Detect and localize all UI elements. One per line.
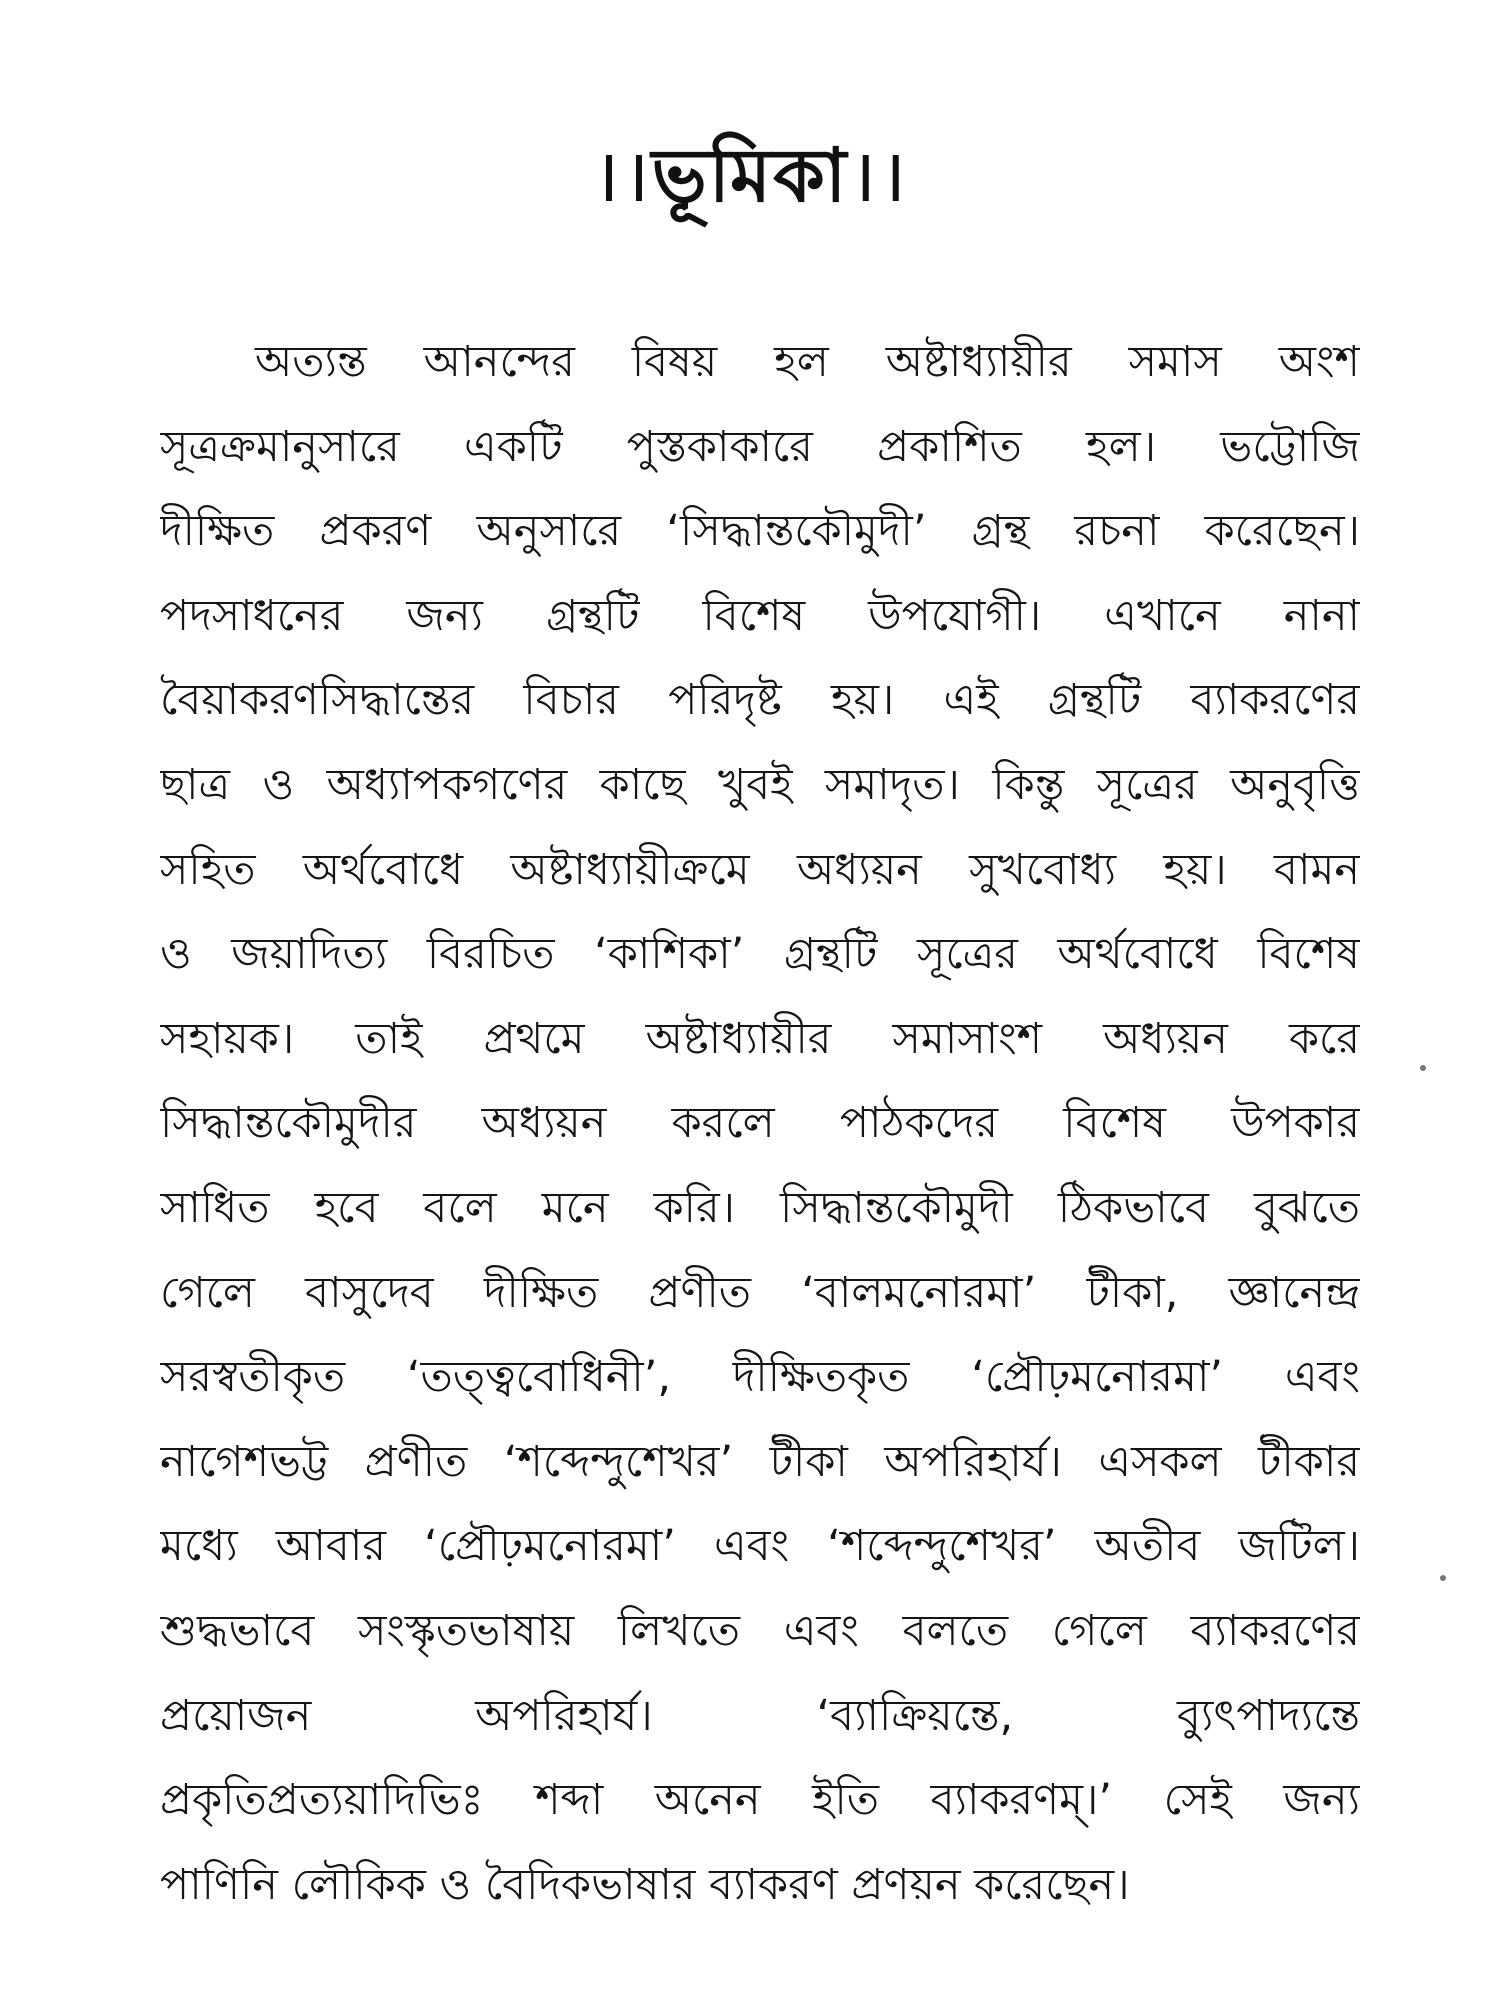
paragraph-line: সিদ্ধান্তকৌমুদীর অধ্যয়ন করলে পাঠকদের বিশেষ উপকার bbox=[160, 1098, 1360, 1149]
paragraph-line: সরস্বতীকৃত ‘তত্ত্ববোধিনী’, দীক্ষিতকৃত ‘প্রৌঢ়মনোরমা’ এবং bbox=[160, 1352, 1360, 1403]
paragraph-line: ছাত্র ও অধ্যাপকগণের কাছে খুবই সমাদৃত। কিন্তু সূত্রের অনুবৃত্তি bbox=[160, 759, 1360, 810]
paragraph-line: সহিত অর্থবোধে অষ্টাধ্যায়ীক্রমে অধ্যয়ন সুখবোধ্য হয়। বামন bbox=[160, 844, 1360, 895]
paragraph-line: বৈয়াকরণসিদ্ধান্তের বিচার পরিদৃষ্ট হয়। এই গ্রন্থটি ব্যাকরণের bbox=[160, 675, 1360, 726]
title-right-mark: ।। bbox=[848, 133, 909, 219]
scan-speck bbox=[1420, 1065, 1426, 1071]
paragraph-line: প্রকৃতিপ্রত্যয়াদিভিঃ শব্দা অনেন ইতি ব্যাকরণম্।’ সেই জন্য bbox=[160, 1775, 1360, 1826]
paragraph-line: সূত্রক্রমানুসারে একটি পুস্তকাকারে প্রকাশিত হল। ভট্টোজি bbox=[160, 421, 1360, 472]
paragraph-line: সহায়ক। তাই প্রথমে অষ্টাধ্যায়ীর সমাসাংশ অধ্যয়ন করে bbox=[160, 1013, 1360, 1064]
paragraph-line: সাধিত হবে বলে মনে করি। সিদ্ধান্তকৌমুদী ঠিকভাবে বুঝতে bbox=[160, 1182, 1360, 1233]
paragraph-line: গেলে বাসুদেব দীক্ষিত প্রণীত ‘বালমনোরমা’ টীকা, জ্ঞানেন্দ্র bbox=[160, 1267, 1360, 1318]
paragraph-line: পাণিনি লৌকিক ও বৈদিকভাষার ব্যাকরণ প্রণয়ন করেছেন। bbox=[160, 1859, 1130, 1910]
paragraph-line: শুদ্ধভাবে সংস্কৃতভাষায় লিখতে এবং বলতে গেলে ব্যাকরণের bbox=[160, 1605, 1360, 1656]
paragraph-line: অত্যন্ত আনন্দের বিষয় হল অষ্টাধ্যায়ীর সমাস অংশ bbox=[255, 337, 1360, 387]
paragraph-line: প্রয়োজন অপরিহার্য। ‘ব্যাক্রিয়ন্তে, ব্যুৎপাদ্যন্তে bbox=[160, 1690, 1360, 1741]
paragraph-line: দীক্ষিত প্রকরণ অনুসারে ‘সিদ্ধান্তকৌমুদী’ গ্রন্থ রচনা করেছেন। bbox=[160, 506, 1360, 557]
paragraph-line: পদসাধনের জন্য গ্রন্থটি বিশেষ উপযোগী। এখানে নানা bbox=[160, 590, 1360, 641]
paragraph-line: নাগেশভট্ট প্রণীত ‘শব্দেন্দুশেখর’ টীকা অপরিহার্য। এসকল টীকার bbox=[160, 1436, 1360, 1487]
page-title bbox=[0, 120, 1500, 243]
paragraph-line: ও জয়াদিত্য বিরচিত ‘কাশিকা’ গ্রন্থটি সূত্রের অর্থবোধে বিশেষ bbox=[160, 929, 1360, 980]
scan-speck bbox=[1440, 1575, 1446, 1581]
title-text: ভূমিকা bbox=[651, 133, 849, 219]
paragraph-line: মধ্যে আবার ‘প্রৌঢ়মনোরমা’ এবং ‘শব্দেন্দুশেখর’ অতীব জটিল। bbox=[160, 1521, 1360, 1572]
title-left-mark: ।। bbox=[591, 133, 652, 219]
preface-paragraph bbox=[160, 320, 1360, 1927]
